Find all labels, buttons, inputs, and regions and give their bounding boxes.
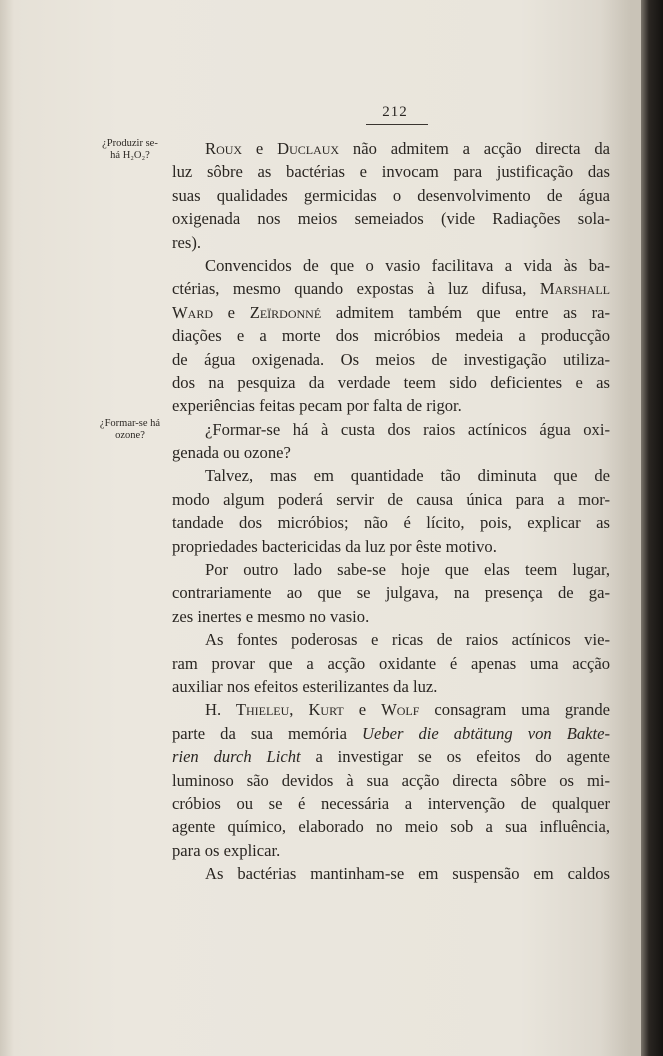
- text-line: As fontes poderosas e ricas de raios actínicos vie-: [205, 630, 610, 650]
- text-line: modo algum poderá servir de causa única para a mor-: [172, 489, 610, 509]
- text-line: As bactérias mantinham-se em suspensão em caldos: [205, 864, 610, 884]
- text-line: genada ou ozone?: [172, 443, 291, 463]
- text-line: [172, 137, 610, 160]
- text-fragment: [347, 724, 362, 743]
- margin-note-line: há H₂O₂?: [110, 150, 150, 161]
- author-name: Duclaux: [277, 139, 340, 158]
- text-fragment: [321, 303, 336, 322]
- text-line: oxigenada nos meios semeiados (vide Radiações sola-: [172, 209, 610, 229]
- author-name: Wolf: [381, 700, 420, 720]
- author-name: H. Thieleu: [205, 700, 290, 720]
- text-line: cróbios ou se é necessária a intervenção de qualquer: [172, 793, 610, 813]
- text-line: ram provar que a acção oxidante é apenas uma acção: [172, 653, 610, 673]
- text-line: propriedades bactericidas da luz por êste motivo.: [172, 536, 497, 556]
- text-line: para os explicar.: [172, 840, 281, 860]
- conjunction: e: [242, 139, 278, 158]
- conjunction: e: [343, 700, 382, 720]
- text-fragment: ,: [289, 700, 309, 720]
- text-line: [172, 745, 610, 768]
- author-name: Zeïrdonné: [249, 302, 322, 322]
- text-fragment: [301, 747, 316, 766]
- text-line: de água oxigenada. Os meios de investigação utiliza-: [172, 349, 610, 369]
- text-line: [172, 301, 610, 324]
- author-name: Kurt: [308, 700, 344, 720]
- text-fragment: a investigar se os efeitos do agente: [315, 747, 610, 767]
- text-fragment: não admitem a acção directa da: [339, 139, 610, 158]
- text-fragment: [419, 700, 434, 719]
- text-line: luminoso são devidos à sua acção directa sôbre os mi-: [172, 770, 610, 790]
- text-fragment: admitem também que entre as ra-: [335, 302, 610, 322]
- text-fragment: consagram uma grande: [434, 700, 611, 720]
- memoir-title: rien durch Licht: [172, 747, 301, 767]
- text-line: luz sôbre as bactérias e invocam para justificação das: [172, 162, 610, 182]
- text-fragment: [526, 279, 539, 298]
- text-line: ¿Formar-se há à custa dos raios actínicos água oxi-: [205, 419, 610, 439]
- text-line: res).: [172, 232, 202, 252]
- book-gutter: [641, 0, 663, 1056]
- conjunction: e: [213, 302, 250, 322]
- margin-note-line: ozone?: [115, 430, 145, 441]
- text-line: zes inertes e mesmo no vasio.: [172, 606, 370, 626]
- margin-note-line: ¿Produzir se-: [102, 138, 158, 149]
- memoir-title: Ueber die abtätung von Bakte-: [361, 723, 610, 743]
- text-line: diações e a morte dos micróbios medeia a producção: [172, 326, 610, 346]
- text-line: Convencidos de que o vasio facilitava a vida às ba-: [205, 255, 610, 275]
- text-line: experiências feitas pecam por falta de rigor.: [172, 396, 462, 416]
- text-line: [172, 722, 610, 745]
- text-line: [172, 698, 610, 721]
- author-name: Marshall: [539, 279, 611, 299]
- page-number: 212: [382, 104, 408, 120]
- text-line: auxiliar nos efeitos esterilizantes da luz.: [172, 676, 438, 696]
- text-line: [172, 277, 610, 300]
- text-fragment: parte da sua memória: [172, 723, 347, 743]
- author-name: Ward: [172, 302, 213, 322]
- text-fragment: ctérias, mesmo quando expostas à luz difusa,: [172, 279, 527, 299]
- margin-note-line: ¿Formar-se há: [99, 418, 161, 429]
- text-line: contrariamente ao que se julgava, na presença de ga-: [172, 583, 610, 603]
- margin-note-h2o2: [84, 138, 176, 162]
- text-line: dos na pesquiza da verdade teem sido deficientes e as: [172, 372, 610, 392]
- text-line: agente químico, elaborado no meio sob a sua influência,: [172, 817, 610, 837]
- text-line: Talvez, mas em quantidade tão diminuta que de: [205, 466, 610, 486]
- margin-note-ozone: [84, 418, 176, 442]
- page-number-rule: [366, 124, 428, 125]
- text-line: Por outro lado sabe-se hoje que elas teem lugar,: [205, 560, 610, 580]
- author-name: Roux: [205, 139, 243, 158]
- text-line: tandade dos micróbios; não é lícito, pois, explicar as: [172, 513, 610, 533]
- text-line: suas qualidades germicidas o desenvolvimento de água: [172, 185, 610, 205]
- body-text: [172, 137, 610, 886]
